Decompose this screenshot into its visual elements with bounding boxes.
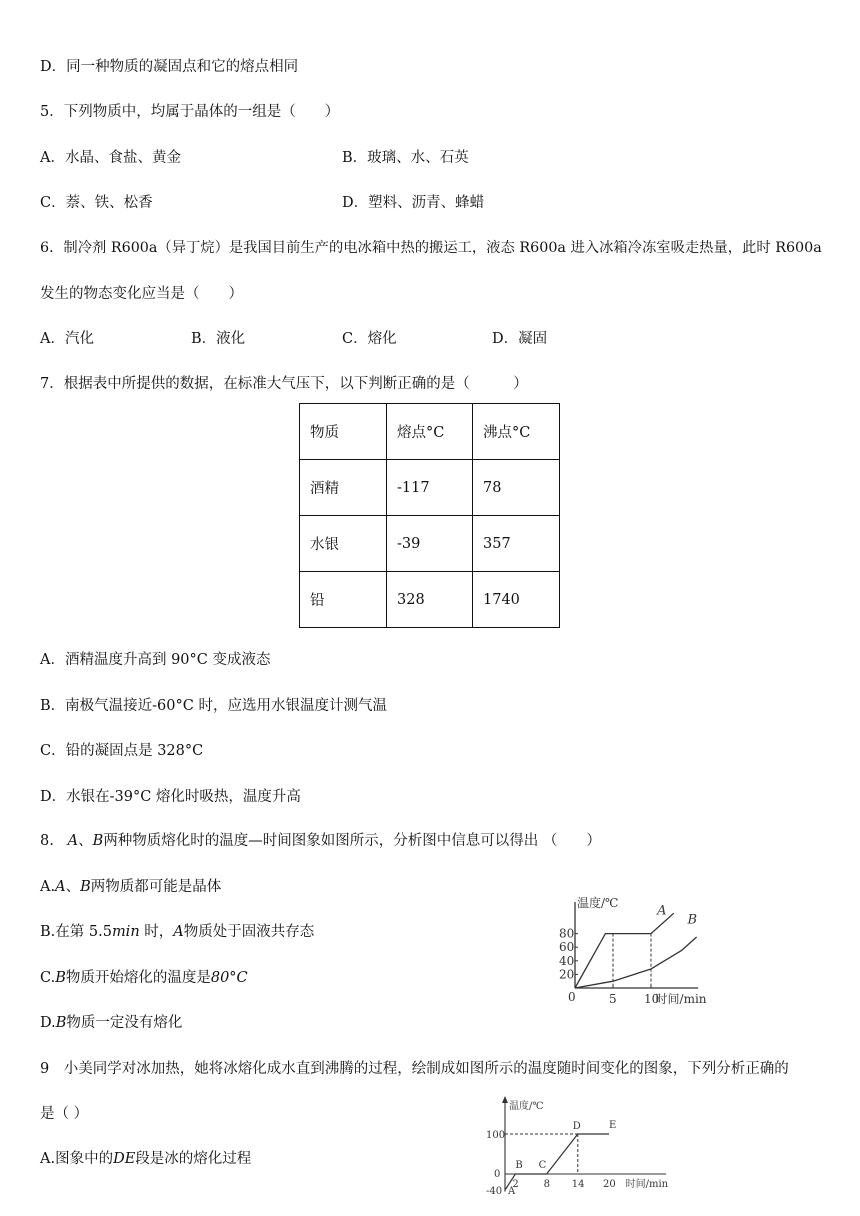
q8-temperature-time-chart bbox=[547, 895, 747, 1020]
q8-var-a: A bbox=[67, 833, 79, 849]
q6-stem-line1: 6．制冷剂 R600a（异丁烷）是我国目前生产的电冰箱中热的搬运工，液态 R600a 进入冰箱冷冻室吸走热量，此时 R600a bbox=[40, 240, 822, 256]
table-cell: 水银 bbox=[300, 516, 387, 572]
q7-option-c: C．铅的凝固点是 328°C bbox=[40, 743, 204, 759]
y-tick-label: 20 bbox=[559, 967, 575, 982]
q8-option-b-mid: 时， bbox=[139, 924, 174, 940]
q8-option-c-text: 物质开始熔化的温度是 bbox=[65, 970, 211, 986]
q8-number: 8. bbox=[40, 833, 54, 849]
q9-stem-line1: 9 小美同学对冰加热，她将冰熔化成水直到沸腾的过程，绘制成如图所示的温度随时间变化的图象，下列分析正确的 bbox=[40, 1061, 789, 1077]
y-axis-label: 温度/℃ bbox=[577, 896, 619, 910]
q8-option-a-text: 两物质都可能是晶体 bbox=[90, 879, 222, 895]
q8-option-d-prefix: D. bbox=[40, 1015, 56, 1031]
table-cell: 328 bbox=[387, 572, 473, 628]
x-axis-label: 时间/min bbox=[625, 1179, 669, 1190]
q8-option-d bbox=[40, 1011, 182, 1032]
q6-option-b: B．液化 bbox=[191, 331, 246, 347]
x-tick-label: 2 bbox=[512, 1179, 519, 1190]
q5-option-a: A．水晶、食盐、黄金 bbox=[40, 150, 181, 166]
y-tick-label: 100 bbox=[486, 1130, 506, 1141]
q8-unit: min bbox=[111, 924, 140, 940]
q5-stem: 5．下列物质中，均属于晶体的一组是（ ） bbox=[40, 104, 340, 120]
q9-stem-line2: 是（ ） bbox=[40, 1106, 89, 1122]
table-cell: 1740 bbox=[473, 572, 560, 628]
table-row bbox=[300, 516, 560, 572]
q9-segment-de: DE bbox=[113, 1151, 136, 1167]
point-label-d: D bbox=[572, 1121, 581, 1132]
y-tick-label: 40 bbox=[559, 953, 575, 968]
series-a-line bbox=[575, 913, 674, 988]
q8-option-a bbox=[40, 875, 221, 896]
q8-option-b bbox=[40, 920, 314, 941]
q7-option-b: B．南极气温接近-60°C 时，应选用水银温度计测气温 bbox=[40, 698, 387, 714]
series-b-line bbox=[575, 937, 697, 988]
q5-option-d: D．塑料、沥青、蜂蜡 bbox=[342, 195, 485, 211]
table-cell: 酒精 bbox=[300, 460, 387, 516]
q8-var-a: A bbox=[55, 879, 66, 895]
y-tick-label: 60 bbox=[559, 940, 575, 955]
table-header-cell: 熔点°C bbox=[387, 404, 473, 460]
q8-var-b: B bbox=[92, 833, 104, 849]
q8-var-b: B bbox=[55, 970, 66, 986]
x-tick-label: 5 bbox=[609, 992, 617, 1006]
q8-sep: 、 bbox=[65, 879, 81, 895]
y-axis-arrow bbox=[502, 1096, 508, 1103]
y-tick-label: 80 bbox=[559, 926, 575, 941]
q8-var-b: B bbox=[55, 1015, 67, 1031]
y-axis-label: 温度/℃ bbox=[509, 1101, 544, 1112]
q4-option-d: D．同一种物质的凝固点和它的熔点相同 bbox=[40, 59, 299, 75]
x-tick-label: 10 bbox=[644, 992, 660, 1006]
q8-var-b: B bbox=[80, 879, 91, 895]
table-cell: 357 bbox=[473, 516, 560, 572]
q9-option-a bbox=[40, 1147, 251, 1168]
q7-data-table bbox=[299, 403, 560, 628]
q7-option-a: A．酒精温度升高到 90°C 变成液态 bbox=[40, 652, 271, 668]
q5-option-b: B．玻璃、水、石英 bbox=[342, 150, 469, 166]
table-cell: -39 bbox=[387, 516, 473, 572]
table-header-cell: 物质 bbox=[300, 404, 387, 460]
q9-option-a-text: 段是冰的熔化过程 bbox=[135, 1151, 252, 1167]
q5-option-c: C．萘、铁、松香 bbox=[40, 195, 153, 211]
q8-option-a-prefix: A. bbox=[40, 879, 56, 895]
q8-option-c bbox=[40, 966, 248, 987]
x-tick-label: 20 bbox=[603, 1179, 616, 1190]
table-header-cell: 沸点°C bbox=[473, 404, 560, 460]
q7-stem: 7．根据表中所提供的数据，在标准大气压下，以下判断正确的是（ ） bbox=[40, 376, 528, 392]
q8-option-c-value: 80°C bbox=[210, 970, 248, 986]
point-label-e: E bbox=[609, 1120, 617, 1131]
q8-sep: 、 bbox=[78, 833, 93, 849]
q7-option-d: D．水银在-39°C 熔化时吸热，温度升高 bbox=[40, 789, 301, 805]
q6-option-a: A．汽化 bbox=[40, 331, 94, 347]
q8-stem bbox=[40, 829, 601, 850]
x-tick-label: 8 bbox=[543, 1179, 550, 1190]
q8-option-d-text: 物质一定没有熔化 bbox=[66, 1015, 183, 1031]
table-cell: 78 bbox=[473, 460, 560, 516]
q8-option-b-prefix: B.在第 5.5 bbox=[40, 924, 112, 940]
series-b-label: B bbox=[687, 912, 698, 928]
q8-option-c-prefix: C. bbox=[40, 970, 56, 986]
q6-stem-line2: 发生的物态变化应当是（ ） bbox=[40, 286, 243, 302]
table-cell: -117 bbox=[387, 460, 473, 516]
q8-option-b-text: 物质处于固液共存态 bbox=[183, 924, 315, 940]
table-header-row bbox=[300, 404, 560, 460]
x-axis-label: 时间/min bbox=[655, 992, 707, 1006]
point-label-c: C bbox=[538, 1160, 547, 1171]
q8-var-a: A bbox=[173, 924, 184, 940]
q8-stem-text: 两种物质熔化时的温度—时间图象如图所示，分析图中信息可以得出 （ ） bbox=[103, 833, 601, 849]
q6-option-d: D．凝固 bbox=[492, 331, 548, 347]
point-label-a: A bbox=[508, 1186, 516, 1197]
q6-option-c: C．熔化 bbox=[342, 331, 397, 347]
q9-option-a-prefix: A.图象中的 bbox=[40, 1151, 114, 1167]
q9-temperature-time-chart bbox=[472, 1094, 712, 1214]
y-tick-label: 0 bbox=[494, 1169, 501, 1180]
table-row bbox=[300, 572, 560, 628]
point-label-b: B bbox=[515, 1160, 523, 1171]
y-tick-label: -40 bbox=[486, 1186, 503, 1197]
table-cell: 铅 bbox=[300, 572, 387, 628]
table-row bbox=[300, 460, 560, 516]
x-tick-label: 14 bbox=[571, 1179, 585, 1190]
origin-tick-label: 0 bbox=[568, 990, 576, 1004]
series-a-label: A bbox=[657, 903, 667, 919]
